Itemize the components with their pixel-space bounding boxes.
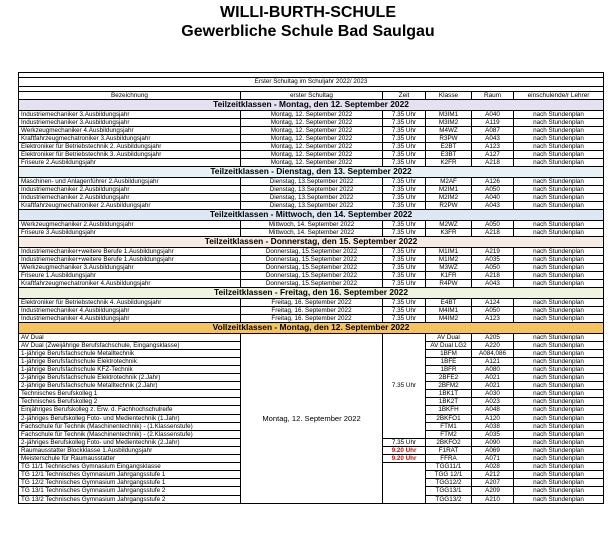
cell-raum: A210 [472,495,514,503]
cell-bezeichnung: Kraftfahrzeugmechatroniker 4.Ausbildungsjahr [19,280,241,288]
table-row [19,143,604,151]
cell-klasse: TGG11/1 [426,463,472,471]
cell-raum: A127 [472,151,514,159]
cell-zeit: 7.35 Uhr [383,333,426,438]
cell-lehrer: nach Stundenplan [514,134,604,142]
cell-klasse: M2IM1 [426,186,472,194]
cell-lehrer: nach Stundenplan [514,382,604,390]
cell-lehrer: nach Stundenplan [514,126,604,134]
cell-lehrer: nach Stundenplan [514,159,604,167]
table-row [19,110,604,118]
cell-lehrer: nach Stundenplan [514,314,604,322]
cell-klasse: 1BFE [426,357,472,365]
cell-schultag: Donnerstag, 15.September 2022 [241,255,383,263]
cell-schultag: Montag, 12. September 2022 [241,333,383,503]
cell-zeit: 7.35 Uhr [383,280,426,288]
cell-klasse: AV Dual [426,333,472,341]
cell-zeit: 7.35 Uhr [383,298,426,306]
cell-raum: A218 [472,159,514,167]
cell-zeit: 7.35 Uhr [383,159,426,167]
cell-klasse: K2FR [426,159,472,167]
cell-lehrer: nach Stundenplan [514,263,604,271]
cell-lehrer: nach Stundenplan [514,463,604,471]
cell-lehrer: nach Stundenplan [514,247,604,255]
cell-lehrer: nach Stundenplan [514,479,604,487]
cell-klasse: M2WZ [426,220,472,228]
cell-zeit: 7.35 Uhr [383,143,426,151]
cell-klasse: R4PW [426,280,472,288]
cell-schultag: Freitag, 16. September 2022 [241,314,383,322]
cell-bezeichnung: Industriemechaniker 2.Ausbildungsjahr [19,186,241,194]
cell-schultag: Montag, 12. September 2022 [241,159,383,167]
cell-bezeichnung: Elektroniker für Betriebstechnik 3. Ausbildungsjahr [19,151,241,159]
cell-bezeichnung: AV Dual [19,333,241,341]
cell-bezeichnung: Friseure 3.Ausbildungsjahr [19,229,241,237]
cell-klasse: AV Dual LG2 [426,341,472,349]
cell-raum: A069 [472,446,514,454]
table-row [19,151,604,159]
section-heading: Teilzeitklassen - Dienstag, den 13. September 2022 [19,167,604,178]
cell-lehrer: nach Stundenplan [514,430,604,438]
cell-raum: A030 [472,390,514,398]
table-row [19,333,604,341]
cell-klasse: M2IM2 [426,194,472,202]
section-heading-row [19,100,604,111]
table-title-row [19,78,604,87]
column-header: Bezeichnung [19,92,241,100]
cell-bezeichnung: TG 13/1 Technisches Gymnasium Jahrgangsstufe 2 [19,487,241,495]
cell-klasse: E2BT [426,143,472,151]
cell-lehrer: nach Stundenplan [514,446,604,454]
cell-schultag: Donnerstag, 15.September 2022 [241,280,383,288]
cell-lehrer: nach Stundenplan [514,438,604,446]
table-row [19,194,604,202]
cell-klasse: M3IM1 [426,110,472,118]
column-header: erster Schultag [241,92,383,100]
cell-zeit: 7.35 Uhr [383,118,426,126]
cell-klasse: FTM2 [426,430,472,438]
cell-lehrer: nach Stundenplan [514,143,604,151]
cell-klasse: 2BFM2 [426,382,472,390]
table-row [19,134,604,142]
cell-klasse: E4BT [426,298,472,306]
cell-schultag: Montag, 12. September 2022 [241,134,383,142]
cell-bezeichnung: Fachschule für Technik (Maschinentechnik) - (1.Klassenstufe) [19,422,241,430]
table-row [19,314,604,322]
cell-raum: A021 [472,382,514,390]
cell-bezeichnung: Kraftfahrzeugmechatroniker 2.Ausbildungsjahr [19,202,241,210]
cell-zeit: 7.35 Uhr [383,306,426,314]
cell-lehrer: nach Stundenplan [514,495,604,503]
cell-lehrer: nach Stundenplan [514,110,604,118]
cell-zeit: 7.35 Uhr [383,177,426,185]
cell-bezeichnung: Meisterschule für Raumausstatter [19,455,241,463]
cell-lehrer: nach Stundenplan [514,455,604,463]
schedule-body [19,73,604,504]
cell-zeit: 7.35 Uhr [383,220,426,228]
cell-raum: A087 [472,126,514,134]
cell-zeit: 7.35 Uhr [383,194,426,202]
cell-lehrer: nach Stundenplan [514,202,604,210]
cell-klasse: 1BFM [426,349,472,357]
cell-klasse: R2PW [426,202,472,210]
section-heading-row [19,323,604,334]
cell-lehrer: nach Stundenplan [514,186,604,194]
cell-lehrer: nach Stundenplan [514,194,604,202]
cell-klasse: 1BK1T [426,390,472,398]
cell-raum: A035 [472,430,514,438]
cell-klasse: TGG13/1 [426,487,472,495]
cell-lehrer: nach Stundenplan [514,229,604,237]
cell-klasse: M4WZ [426,126,472,134]
table-row [19,186,604,194]
cell-raum: A120 [472,414,514,422]
cell-raum: A023 [472,398,514,406]
cell-raum: A043 [472,202,514,210]
cell-raum: A207 [472,479,514,487]
cell-bezeichnung: AV Dual (Zweijährige Berufsfachschule, Eingangsklasse) [19,341,241,349]
cell-klasse: 2BFE2 [426,374,472,382]
cell-zeit: 7.35 Uhr [383,151,426,159]
cell-zeit: 7.35 Uhr [383,126,426,134]
cell-bezeichnung: Industriemechaniker 4.Ausbildungsjahr [19,306,241,314]
column-header: Raum [472,92,514,100]
section-heading-row [19,210,604,221]
cell-klasse: TGG 12/1 [426,471,472,479]
cell-raum: A209 [472,487,514,495]
cell-lehrer: nach Stundenplan [514,220,604,228]
cell-lehrer: nach Stundenplan [514,471,604,479]
cell-bezeichnung: Fachschule für Technik (Maschinentechnik) - (2.Klassenstufe) [19,430,241,438]
cell-lehrer: nach Stundenplan [514,357,604,365]
cell-raum: A219 [472,247,514,255]
cell-klasse: M2AF [426,177,472,185]
cell-klasse: FTM1 [426,422,472,430]
cell-raum: A038 [472,422,514,430]
cell-lehrer: nach Stundenplan [514,422,604,430]
cell-schultag: Montag, 12. September 2022 [241,143,383,151]
cell-klasse: 1BK2T [426,398,472,406]
table-row [19,263,604,271]
cell-klasse: M1IM1 [426,247,472,255]
cell-schultag: Dienstag, 13.September 2022 [241,194,383,202]
cell-klasse: 1BKFH [426,406,472,414]
cell-bezeichnung: 2-jähriges Berufskolleg Foto- und Medientechnik (1.Jahr) [19,414,241,422]
cell-lehrer: nach Stundenplan [514,271,604,279]
cell-bezeichnung: 2-jährige Berufsfachschule Metalltechnik (2.Jahr) [19,382,241,390]
section-heading: Teilzeitklassen - Freitag, den 16. September 2022 [19,288,604,299]
table-row [19,271,604,279]
cell-klasse: M1IM2 [426,255,472,263]
cell-raum: A218 [472,229,514,237]
table-row [19,126,604,134]
table-row [19,177,604,185]
table-row [19,298,604,306]
section-heading: Teilzeitklassen - Mittwoch, den 14. September 2022 [19,210,604,221]
cell-lehrer: nach Stundenplan [514,177,604,185]
cell-bezeichnung: Kraftfahrzeugmechatroniker 3.Ausbildungsjahr [19,134,241,142]
cell-bezeichnung: Elektroniker für Betriebstechnik 2. Ausbildungsjahr [19,143,241,151]
cell-raum: A212 [472,471,514,479]
cell-bezeichnung: Industriemechaniker+weitere Berufe 1.Ausbildungsjahr [19,255,241,263]
table-row [19,202,604,210]
cell-klasse: 1BFR [426,366,472,374]
section-heading-row [19,167,604,178]
cell-raum: A220 [472,341,514,349]
cell-zeit: 9.20 Uhr [383,446,426,454]
cell-klasse: M4IM2 [426,314,472,322]
cell-klasse: K3FR [426,229,472,237]
cell-lehrer: nach Stundenplan [514,298,604,306]
cell-klasse: TGG13/2 [426,495,472,503]
cell-schultag: Montag, 12. September 2022 [241,126,383,134]
cell-klasse: M3WZ [426,263,472,271]
cell-raum: A040 [472,194,514,202]
cell-zeit: 7.35 Uhr [383,438,426,446]
section-heading: Teilzeitklassen - Donnerstag, den 15. September 2022 [19,237,604,248]
cell-klasse: 2BKFO1 [426,414,472,422]
cell-raum: A035 [472,255,514,263]
cell-schultag: Donnerstag, 15.September 2022 [241,263,383,271]
cell-bezeichnung: Technisches Berufskolleg 1 [19,390,241,398]
cell-schultag: Dienstag, 13.September 2022 [241,177,383,185]
cell-raum: A043 [472,280,514,288]
cell-raum: A040 [472,110,514,118]
cell-bezeichnung: Werkzeugmechaniker 3.Ausbildungsjahr [19,263,241,271]
cell-schultag: Donnerstag, 15.September 2022 [241,271,383,279]
cell-schultag: Dienstag, 13.September 2022 [241,186,383,194]
cell-lehrer: nach Stundenplan [514,306,604,314]
cell-zeit: 7.35 Uhr [383,202,426,210]
cell-bezeichnung: 1-jährige Berufsfachschule KFZ-Technik [19,366,241,374]
cell-lehrer: nach Stundenplan [514,118,604,126]
cell-raum: A080 [472,366,514,374]
cell-schultag: Dienstag, 13.September 2022 [241,202,383,210]
cell-lehrer: nach Stundenplan [514,151,604,159]
cell-raum: A050 [472,220,514,228]
cell-klasse: FFRA [426,455,472,463]
cell-schultag: Mittwoch, 14. September 2022 [241,229,383,237]
cell-lehrer: nach Stundenplan [514,280,604,288]
cell-schultag: Montag, 12. September 2022 [241,118,383,126]
cell-klasse: M3IM2 [426,118,472,126]
section-heading-row [19,288,604,299]
cell-zeit: 9.20 Uhr [383,455,426,463]
cell-bezeichnung: Friseure 1.Ausbildungsjahr [19,271,241,279]
cell-schultag: Freitag, 16. September 2022 [241,298,383,306]
cell-bezeichnung: Werkzeugmechaniker 2.Ausbildungsjahr [19,220,241,228]
cell-bezeichnung: 1-jährige Berufsfachschule Elektrotechnik [19,357,241,365]
cell-bezeichnung: TG 12/2 Technisches Gymnasium Jahrgangsstufe 1 [19,479,241,487]
cell-klasse: R3PW [426,134,472,142]
table-row [19,159,604,167]
cell-bezeichnung: 2-jährige Berufsfachschule Elektrotechnik (2.Jahr) [19,374,241,382]
cell-bezeichnung: Friseure 2.Ausbildungsjahr [19,159,241,167]
table-title: Erster Schultag im Schuljahr 2022/ 2023 [19,78,604,87]
table-row [19,118,604,126]
cell-lehrer: nach Stundenplan [514,333,604,341]
cell-bezeichnung: TG 11/1 Technisches Gymnasium Eingangsklasse [19,463,241,471]
cell-schultag: Montag, 12. September 2022 [241,151,383,159]
cell-zeit [383,463,426,503]
cell-bezeichnung: Raumausstatter Blockklasse 1.Ausbildungsjahr [19,446,241,454]
cell-bezeichnung: Technisches Berufskolleg 2 [19,398,241,406]
cell-lehrer: nach Stundenplan [514,390,604,398]
cell-schultag: Montag, 12. September 2022 [241,110,383,118]
cell-schultag: Donnerstag, 15.September 2022 [241,247,383,255]
cell-raum: A205 [472,333,514,341]
section-heading: Teilzeitklassen - Montag, den 12. September 2022 [19,100,604,111]
cell-zeit: 7.35 Uhr [383,186,426,194]
cell-raum: A048 [472,406,514,414]
cell-lehrer: nach Stundenplan [514,366,604,374]
cell-klasse: 2BKFO2 [426,438,472,446]
cell-bezeichnung: Elektroniker für Betriebstechnik 4. Ausbildungsjahr [19,298,241,306]
school-name: WILLI-BURTH-SCHULE [220,4,396,21]
cell-zeit: 7.35 Uhr [383,271,426,279]
cell-bezeichnung: Industriemechaniker+weitere Berufe 1.Ausbildungsjahr [19,247,241,255]
cell-zeit: 7.35 Uhr [383,255,426,263]
school-subtitle: Gewerbliche Schule Bad Saulgau [181,23,435,40]
cell-raum: A050 [472,186,514,194]
cell-zeit: 7.35 Uhr [383,134,426,142]
cell-bezeichnung: Einjähriges Berufskolleg z. Erw. d. Fachhochschulreife [19,406,241,414]
cell-lehrer: nach Stundenplan [514,406,604,414]
section-heading: Vollzeitklassen - Montag, den 12. September 2022 [19,323,604,334]
cell-zeit: 7.35 Uhr [383,263,426,271]
cell-raum: A050 [472,306,514,314]
cell-lehrer: nach Stundenplan [514,341,604,349]
cell-lehrer: nach Stundenplan [514,398,604,406]
cell-klasse: F1RAT [426,446,472,454]
table-row [19,220,604,228]
column-header-row [19,92,604,100]
schedule-table [18,72,604,504]
cell-raum: A123 [472,314,514,322]
cell-lehrer: nach Stundenplan [514,255,604,263]
table-row [19,229,604,237]
cell-bezeichnung: TG 12/1 Technisches Gymnasium Jahrgangsstufe 1 [19,471,241,479]
cell-bezeichnung: Industriemechaniker 3.Ausbildungsjahr [19,118,241,126]
cell-klasse: TGG12/2 [426,479,472,487]
cell-bezeichnung: Maschinen- und Anlagenführer 2.Ausbildungsjahr [19,177,241,185]
cell-lehrer: nach Stundenplan [514,487,604,495]
table-row [19,247,604,255]
cell-zeit: 7.35 Uhr [383,229,426,237]
cell-klasse: M4IM1 [426,306,472,314]
cell-raum: A090 [472,438,514,446]
cell-raum: A124 [472,298,514,306]
cell-schultag: Freitag, 16. September 2022 [241,306,383,314]
cell-raum: A121 [472,357,514,365]
cell-lehrer: nach Stundenplan [514,349,604,357]
cell-bezeichnung: Industriemechaniker 3.Ausbildungsjahr [19,110,241,118]
cell-raum: A071 [472,455,514,463]
column-header: einschulende/r Lehrer [514,92,604,100]
table-row [19,306,604,314]
cell-raum: A126 [472,177,514,185]
section-heading-row [19,237,604,248]
cell-raum: A084,086 [472,349,514,357]
cell-raum: A021 [472,374,514,382]
cell-zeit: 7.35 Uhr [383,314,426,322]
cell-bezeichnung: Industriemechaniker 2.Ausbildungsjahr [19,194,241,202]
column-header: Klasse [426,92,472,100]
cell-schultag: Mittwoch, 14. September 2022 [241,220,383,228]
table-row [19,280,604,288]
column-header: Zeit [383,92,426,100]
cell-zeit: 7.35 Uhr [383,247,426,255]
cell-raum: A119 [472,118,514,126]
cell-lehrer: nach Stundenplan [514,414,604,422]
cell-lehrer: nach Stundenplan [514,374,604,382]
table-row [19,255,604,263]
cell-bezeichnung: Industriemechaniker 4.Ausbildungsjahr [19,314,241,322]
cell-raum: A028 [472,463,514,471]
cell-bezeichnung: 1-jährige Berufsfachschule Metalltechnik [19,349,241,357]
cell-bezeichnung: TG 13/2 Technisches Gymnasium Jahrgangsstufe 2 [19,495,241,503]
cell-raum: A043 [472,134,514,142]
cell-zeit: 7.35 Uhr [383,110,426,118]
cell-bezeichnung: Werkzeugmechaniker 4.Ausbildungsjahr [19,126,241,134]
cell-raum: A123 [472,143,514,151]
cell-raum: A050 [472,263,514,271]
cell-raum: A218 [472,271,514,279]
cell-bezeichnung: 2-jähriges Berufskolleg Foto- und Medientechnik (2.Jahr) [19,438,241,446]
cell-klasse: K1FR [426,271,472,279]
cell-klasse: E3BT [426,151,472,159]
